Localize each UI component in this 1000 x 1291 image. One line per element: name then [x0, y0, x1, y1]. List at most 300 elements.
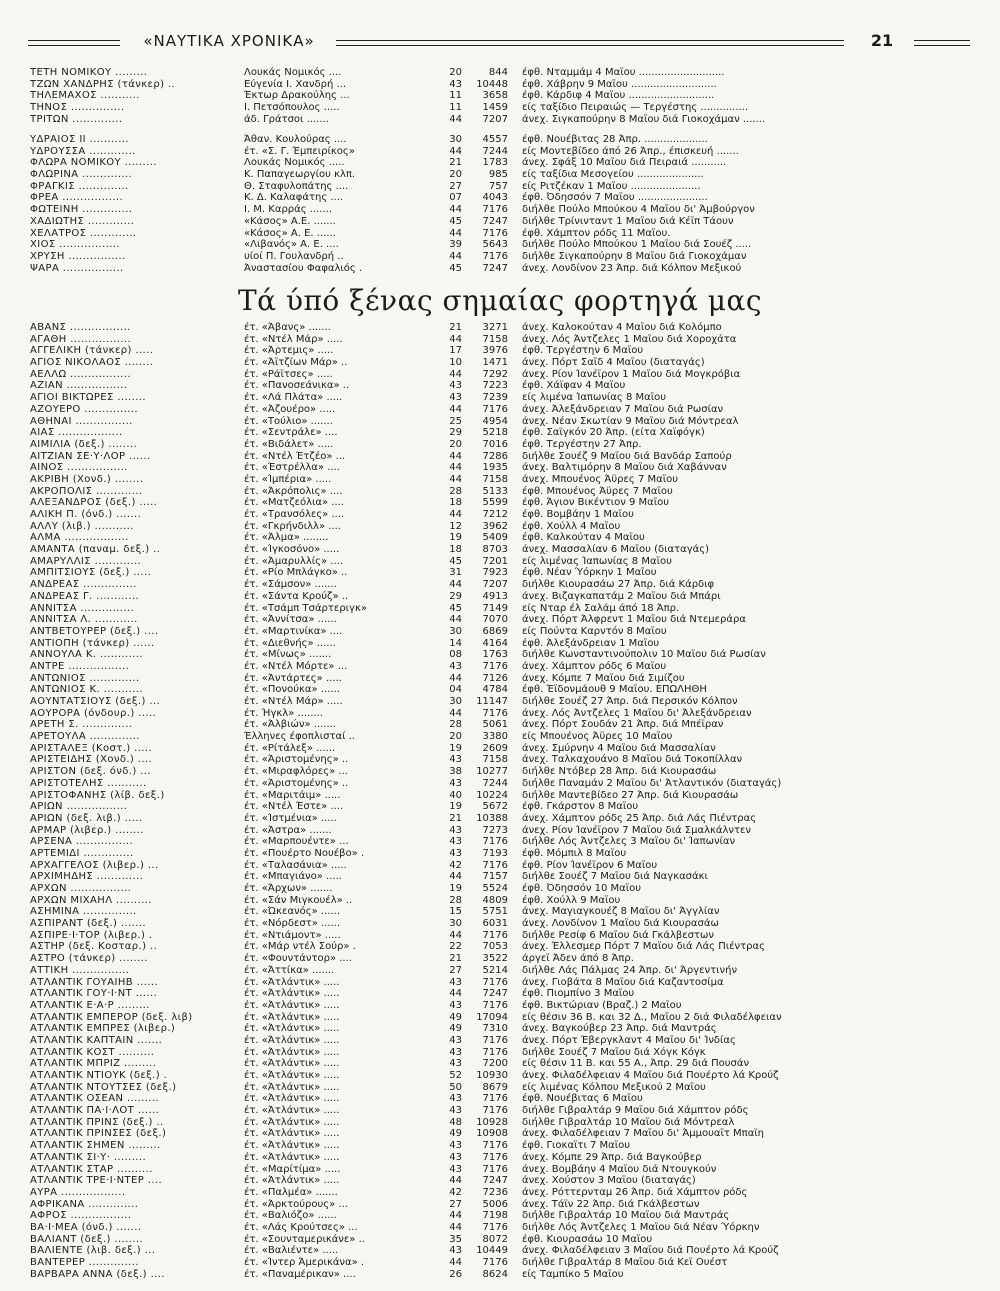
ship-owner: έτ. «Άριστομένης» .. [244, 777, 349, 789]
ship-row [30, 1140, 940, 1152]
ship-name: ΧΕΛΑΤΡΟΣ ............. [30, 227, 137, 239]
ship-name: ΑΝΤΩΝΙΟΣ Κ. ........... [30, 684, 143, 696]
ship-tonnage: 7923 [482, 567, 508, 579]
ship-tonnage: 8703 [482, 544, 508, 556]
ship-tonnage: 10908 [476, 1128, 508, 1140]
ship-position: έφθ. Κιουρασάω 10 Μαΐου [522, 1233, 653, 1245]
ship-name: ΒΑΛΙΑΝΤ (δεξ.) ........ [30, 1233, 143, 1245]
ship-position: διήλθε Κωνσταντινούπολιν 10 Μαΐου διά Ρωσίαν [522, 649, 766, 661]
ship-class: 44 [449, 250, 462, 262]
ship-owner: έτ. «Βιδάλετ» ..... [244, 438, 334, 450]
ship-tonnage: 7176 [482, 227, 508, 239]
ship-class: 43 [449, 1093, 462, 1105]
ship-position: άργεΐ Άδεν άπό 8 Άπρ. [522, 953, 634, 965]
ship-owner: έτ. «Άρκτούρους» ... [244, 1198, 348, 1210]
ship-owner: Άθαν. Κουλούρας .... [244, 134, 347, 145]
ship-position: έφθ. Σαϊγκόν 20 Άπρ. (είτα Χαϊφόγκ) [522, 427, 705, 439]
ship-tonnage: 3658 [482, 90, 508, 102]
ship-tonnage: 7310 [482, 1023, 508, 1035]
ship-tonnage: 3271 [482, 322, 508, 333]
ship-tonnage: 4557 [482, 134, 508, 145]
ship-row [30, 1257, 940, 1269]
ship-row [30, 673, 940, 685]
ship-row [30, 1164, 940, 1176]
ship-tonnage: 3380 [482, 731, 508, 743]
ship-class: 43 [449, 660, 462, 672]
ship-name: ΑΡΜΑΡ (λιβερ.) ........ [30, 824, 144, 836]
ship-class: 43 [449, 999, 462, 1011]
ship-row [30, 988, 940, 1000]
ship-class: 12 [449, 520, 462, 532]
ship-class: 43 [449, 847, 462, 859]
ship-tonnage: 7176 [482, 836, 508, 848]
ship-owner: «Κάσος» Α.Ε. ....... [244, 215, 336, 227]
ship-position: άνεχ. Άλεξάνδρειαν 7 Μαΐου διά Ρωσίαν [522, 403, 724, 415]
ship-class: 45 [449, 555, 462, 567]
ship-owner: έτ. «Άτλάντικ» ..... [244, 1011, 340, 1023]
ship-tonnage: 10928 [476, 1116, 508, 1128]
ship-row [30, 1128, 940, 1140]
ship-owner: έτ. «Άτλάντικ» ..... [244, 988, 340, 1000]
ship-position: έφθ. Κάρδιφ 4 Μαΐου ........................... [522, 90, 715, 102]
ship-owner: έτ. «Άτλάντικ» ..... [244, 1151, 340, 1163]
ship-class: 44 [449, 672, 462, 684]
ship-class: 21 [449, 157, 462, 169]
ship-row [30, 544, 940, 556]
ship-name: ΑΚΡΟΠΟΛΙΣ ............. [30, 485, 143, 497]
ship-row [30, 169, 940, 181]
ship-position: άνεχ. Λονδίνον 23 Άπρ. διά Κόλπον Μεξικού [522, 262, 742, 274]
ship-row [30, 941, 940, 953]
bleed-through-edge [952, 66, 992, 1236]
ship-owner: έτ. «Μιραφλόρες» ... [244, 766, 348, 778]
ship-tonnage: 7176 [482, 1105, 508, 1117]
ship-position: έφθ. Άγιον Βικέντιον 9 Μαΐου [522, 497, 670, 509]
ship-position: διήλθε Σιγκαπούρην 8 Μαΐου διά Γιοκοχάμαν [522, 250, 747, 262]
ship-class: 26 [449, 1268, 462, 1280]
ship-row [30, 1070, 940, 1082]
ship-name: ΑΣΠΙΡΕ·Ι·ΤΟΡ (λιβερ.) . [30, 929, 153, 941]
ship-owner: έτ. «Άτλάντικ» ..... [244, 976, 340, 988]
ship-name: ΑΦΡΙΚΑΝΑ .............. [30, 1198, 139, 1210]
ship-owner: έτ. «Άτλάντικ» ..... [244, 1081, 340, 1093]
ship-tonnage: 7201 [482, 555, 508, 567]
ship-row [30, 977, 940, 989]
ship-class: 30 [449, 696, 462, 707]
ship-class: 40 [449, 789, 462, 801]
ship-tonnage: 5599 [482, 497, 508, 509]
ship-position: άνεχ. Κόμπε 7 Μαΐου διά Σιμίζου [522, 672, 685, 684]
ship-class: 45 [449, 602, 462, 614]
ship-name: ΧΡΥΣΗ ................ [30, 250, 126, 262]
ship-owner: έτ. «Ρίο Μπλάγκο» .. [244, 567, 348, 579]
ship-tonnage: 7176 [482, 929, 508, 941]
ship-class: 43 [449, 824, 462, 836]
ship-name: ΦΡΕΑ ................. [30, 192, 124, 204]
ship-row [30, 614, 940, 626]
ship-name: ΑΝΤΡΕ ................. [30, 660, 130, 672]
ship-class: 44 [449, 145, 462, 157]
ship-owner: έτ. «Άριστομένης» .. [244, 754, 349, 766]
ship-position: άνεχ. Χούστον 3 Μαΐου (διαταγάς) [522, 1175, 696, 1187]
ship-tonnage: 5061 [482, 719, 508, 731]
ship-owner: έτ. «Άστρα» ....... [244, 824, 332, 836]
ship-name: ΑΤΛΑΝΤΙΚ ΠΑ·Ι·ΛΟΤ ...... [30, 1105, 160, 1117]
ship-owner: έτ. «Ντέλ Μόρτε» ... [244, 660, 348, 672]
ship-row [30, 67, 940, 79]
ship-row [30, 427, 940, 439]
ship-class: 44 [449, 871, 462, 883]
ship-tonnage: 5751 [482, 906, 508, 918]
ship-row [30, 1035, 940, 1047]
ship-owner: έτ. «Ντέλ Μάρ» ..... [244, 333, 343, 345]
ship-tonnage: 7198 [482, 1210, 508, 1222]
ship-owner: έτ. «Ράϊτσες» ..... [244, 368, 333, 380]
ship-class: 30 [449, 625, 462, 637]
ship-name: ΤΗΝΟΣ ............... [30, 102, 125, 114]
ship-class: 44 [449, 929, 462, 941]
ship-tonnage: 5524 [482, 883, 508, 894]
ship-tonnage: 7157 [482, 871, 508, 883]
ship-position: άνεχ. Μπουένος Άϋρες 7 Μαΐου [522, 473, 678, 485]
ship-position: έφθ. Νταμμάμ 4 Μαΐου ........................... [522, 67, 725, 78]
ship-name: ΑΤΛΑΝΤΙΚ Ε·Α·Ρ ......... [30, 999, 150, 1011]
ship-row [30, 404, 940, 416]
ship-class: 19 [449, 532, 462, 544]
ship-class: 42 [449, 859, 462, 871]
ship-position: άνεχ. Έλλεσμερ Πόρτ 7 Μαΐου διά Λάς Πιέντρας [522, 941, 765, 953]
ship-class: 17 [449, 345, 462, 357]
ship-tonnage: 4913 [482, 590, 508, 602]
ship-name: ΑΓΑΘΗ ................. [30, 333, 132, 345]
ship-class: 42 [449, 1186, 462, 1198]
ship-row [30, 114, 940, 126]
ship-row [30, 1222, 940, 1234]
ship-row [30, 146, 940, 158]
ship-position: διήλθε Παναμάν 2 Μαΐου δι' Άτλαντικόν (διαταγάς) [522, 777, 782, 789]
ship-class: 43 [449, 1245, 462, 1257]
ship-owner: έτ. «Σεντράλε» .... [244, 427, 338, 439]
ship-position: άνεχ. Πόρτ Σαΐδ 4 Μαΐου (διαταγάς) [522, 357, 705, 369]
ship-row [30, 965, 940, 977]
ship-tonnage: 4164 [482, 637, 508, 649]
ship-class: 43 [449, 1058, 462, 1070]
ship-owner: υίοί Π. Γουλανδρή .. [244, 250, 344, 262]
ship-position: έφθ. Πιομπίνο 3 Μαΐου [522, 988, 635, 1000]
ship-class: 10 [449, 357, 462, 369]
ship-tonnage: 4043 [482, 192, 508, 204]
ship-class: 44 [449, 1257, 462, 1268]
ship-name: ΤΗΛΕΜΑΧΟΣ ........... [30, 90, 140, 102]
ship-position: άνεχ. Σφάξ 10 Μαΐου διά Πειραιά ........... [522, 157, 727, 169]
ship-tonnage: 7176 [482, 859, 508, 871]
ship-name: ΒΑ·Ι·ΜΕΑ (όνδ.) ....... [30, 1221, 142, 1233]
ship-class: 18 [449, 544, 462, 556]
ship-name: ΑΤΛΑΝΤΙΚ ΕΜΠΡΕΣ (λιβερ.) [30, 1023, 176, 1035]
ship-owner: Έκτωρ Δρακούλης ... [244, 90, 350, 102]
ship-owner: έτ. «Τρανσόλες» .... [244, 509, 345, 520]
ship-owner: έτ. «Πονούκα» ...... [244, 684, 340, 696]
ship-row [30, 1105, 940, 1117]
ship-row [30, 871, 940, 883]
ship-position: είς λιμένα Ίαπωνίας 8 Μαΐου [522, 392, 666, 404]
ship-position: είς Μοντεβίδεο άπό 26 Άπρ., έπισκευή ....... [522, 145, 739, 157]
ship-class: 43 [449, 78, 462, 90]
ship-tonnage: 5006 [482, 1198, 508, 1210]
ship-position: άνεχ. Σιγκαπούρην 8 Μαΐου διά Γιοκοχάμαν ....... [522, 113, 766, 125]
ship-class: 28 [449, 719, 462, 731]
ship-tonnage: 10224 [476, 789, 508, 801]
ship-name: ΑΡΧΩΝ ΜΙΧΑΗΛ .......... [30, 894, 152, 906]
domestic-ships-list [30, 67, 940, 125]
ship-owner: έτ. «Σάντα Κρούζ» .. [244, 590, 349, 602]
ship-row [30, 334, 940, 346]
ship-tonnage: 7239 [482, 392, 508, 404]
ship-tonnage: 985 [488, 169, 508, 181]
ship-position: έφθ. Χάϊφαν 4 Μαΐου [522, 380, 626, 392]
ship-class: 45 [449, 215, 462, 227]
ship-row [30, 1012, 940, 1024]
ship-owner: έτ. «Διεθνής» ...... [244, 637, 336, 649]
ship-tonnage: 7176 [482, 1257, 508, 1268]
ship-position: έφθ. Χούλλ 9 Μαΐου [522, 894, 621, 906]
ship-name: ΑΡΕΤΟΥΛΑ .............. [30, 731, 140, 743]
ship-position: έφθ. Γκάρστον 8 Μαΐου [522, 801, 639, 813]
ship-tonnage: 7207 [482, 113, 508, 125]
ship-owner: έτ. «Άρχων» ....... [244, 883, 333, 894]
ship-name: ΑΛΙΚΗ Π. (όνδ.) ....... [30, 509, 142, 520]
ship-tonnage: 7176 [482, 250, 508, 262]
ship-name: ΑΤΛΑΝΤΙΚ ΟΣΕΑΝ ......... [30, 1093, 160, 1105]
ship-class: 20 [449, 67, 462, 78]
ship-name: ΑΣΤΗΡ (δεξ. Κοσταρ.) .. [30, 941, 158, 953]
ship-owner: έτ. «Άτλάντικ» ..... [244, 999, 340, 1011]
ship-owner: Έλληνες έφοπλισταί .. [244, 731, 355, 743]
ship-position: διήλθε Γιβραλτάρ 9 Μαΐου διά Χάμπτον ρόδς [522, 1105, 749, 1117]
ship-position: άνεχ. Βαλτιμόρην 8 Μαΐου διά Χαβάνναν [522, 462, 727, 474]
ship-class: 20 [449, 731, 462, 743]
ship-name: ΑΤΛΑΝΤΙΚ ΕΜΠΕΡΟΡ (δεξ. λιβ) [30, 1011, 193, 1023]
ship-owner: έτ. «Μαρπουέντε» ... [244, 836, 349, 848]
ship-tonnage: 10388 [476, 812, 508, 824]
ship-tonnage: 3962 [482, 520, 508, 532]
ship-name: ΑΤΛΑΝΤΙΚ ΝΤΙΟΥΚ (δεξ.) . [30, 1070, 168, 1081]
ship-class: 22 [449, 941, 462, 953]
ship-name: ΑΝΝΙΤΣΑ ............... [30, 602, 135, 614]
ship-owner: άδ. Γράτσοι ....... [244, 113, 329, 125]
ship-row [30, 860, 940, 872]
ship-owner: έτ. «Μίνως» ....... [244, 649, 332, 661]
ship-position: άνεχ. Λονδίνον 1 Μαΐου διά Κιουρασάω [522, 918, 719, 930]
ship-name: ΑΜΠΙΤΣΙΟΥΣ (δεξ.) ..... [30, 567, 152, 579]
ship-row [30, 638, 940, 650]
ship-owner: έτ. «Άβανς» ....... [244, 322, 331, 333]
ship-owner: έτ. «Ντιάμοντ» ..... [244, 929, 341, 941]
ship-row [30, 895, 940, 907]
ship-tonnage: 5672 [482, 801, 508, 813]
ship-row [30, 497, 940, 509]
ship-name: ΧΑΔΙΩΤΗΣ ............. [30, 215, 135, 227]
ship-position: διήλθε Σουέζ 7 Μαΐου διά Ναγκασάκι [522, 871, 708, 883]
ship-row [30, 790, 940, 802]
ship-owner: έτ. «Άκρόπολις» .... [244, 485, 343, 497]
ship-position: έφθ. Βικτώριαν (Βραζ.) 2 Μαΐου [522, 999, 682, 1011]
ship-class: 43 [449, 777, 462, 789]
ship-tonnage: 7176 [482, 660, 508, 672]
ship-tonnage: 7070 [482, 614, 508, 626]
ship-position: έφθ. Τεργέστην 27 Άπρ. [522, 438, 642, 450]
ship-tonnage: 7292 [482, 368, 508, 380]
ship-row [30, 603, 940, 615]
header-rule-far [914, 40, 970, 46]
ship-tonnage: 5133 [482, 485, 508, 497]
ship-name: ΑΚΡΙΒΗ (Χονδ.) ........ [30, 473, 144, 485]
ship-owner: «Κάσος» Α. Ε. ...... [244, 227, 336, 239]
ship-owner: έτ. «Ντέλ Έστε» .... [244, 801, 344, 813]
ship-row [30, 322, 940, 334]
ship-row [30, 239, 940, 251]
ship-owner: έτ. «Ίγκοσόνο» ..... [244, 544, 340, 556]
ship-row [30, 532, 940, 544]
ship-class: 44 [449, 204, 462, 216]
ship-class: 43 [449, 1105, 462, 1117]
ship-class: 29 [449, 427, 462, 439]
ship-position: άνεχ. Γιοβάτα 8 Μαΐου διά Καζαντοσίμα [522, 976, 724, 988]
ship-tonnage: 8624 [482, 1268, 508, 1280]
ship-tonnage: 7286 [482, 450, 508, 462]
ship-row [30, 626, 940, 638]
ship-tonnage: 7247 [482, 262, 508, 274]
ship-class: 30 [449, 918, 462, 930]
ship-class: 43 [449, 754, 462, 766]
ship-tonnage: 7176 [482, 1140, 508, 1152]
ship-name: ΑΝΤΙΟΠΗ (τάνκερ) ...... [30, 637, 155, 649]
ship-row [30, 801, 940, 813]
ship-name: ΑΝΝΟΥΛΑ Κ. ............ [30, 649, 143, 661]
ship-tonnage: 7200 [482, 1058, 508, 1070]
ship-row [30, 1269, 940, 1281]
ship-class: 20 [449, 438, 462, 450]
ship-position: διήλθε Γιβραλτάρ 10 Μαΐου διά Μόντρεαλ [522, 1116, 735, 1128]
ship-row [30, 696, 940, 708]
ship-tonnage: 3976 [482, 345, 508, 357]
ship-tonnage: 17094 [476, 1011, 508, 1023]
ship-row [30, 754, 940, 766]
ship-tonnage: 7176 [482, 976, 508, 988]
ship-row [30, 416, 940, 428]
ship-row [30, 369, 940, 381]
ship-tonnage: 7247 [482, 1175, 508, 1187]
ship-tonnage: 4809 [482, 894, 508, 906]
ship-class: 44 [449, 1221, 462, 1233]
ship-position: άνεχ. Λός Άντζελες 1 Μαΐου δι' Άλεξάνδρειαν [522, 707, 752, 719]
ship-tonnage: 10449 [476, 1245, 508, 1257]
ship-tonnage: 1763 [482, 649, 508, 661]
ship-name: ΑΛΜΑ .................. [30, 532, 129, 544]
ship-name: ΑΕΛΛΩ ................. [30, 368, 131, 380]
ship-position: διήλθε Σουέζ 7 Μαΐου διά Χόγκ Κόγκ [522, 1046, 706, 1058]
ship-owner: έτ. «Σ. Γ. Έμπειρίκος» [244, 145, 355, 157]
ship-position: έφθ. Τεργέστην 6 Μαΐου [522, 345, 644, 357]
ship-row [30, 90, 940, 102]
ship-class: 04 [449, 684, 462, 696]
ship-name: ΤΡΙΤΩΝ .............. [30, 113, 123, 125]
ship-row [30, 836, 940, 848]
ship-position: διήλθε Πούλο Μπούκου 4 Μαΐου δι' Άμβούργον [522, 204, 755, 216]
ship-owner: έτ. «Πανοσεάνικα» .. [244, 380, 350, 392]
ship-name: ΑΤΛΑΝΤΙΚ ΣΙ·Υ· ......... [30, 1151, 147, 1163]
magazine-title: «ΝΑΥΤΙΚΑ ΧΡΟΝΙΚΑ» [143, 32, 315, 50]
ship-position: άνεχ. Φιλαδέλφειαν 3 Μαΐου διά Πουέρτο λά Κρούζ [522, 1245, 779, 1257]
ship-position: διήλθε Λός Άντζελες 3 Μαΐου δι' Ίαπωνίαν [522, 836, 736, 848]
ship-position: άνεχ. Ρόττερνταμ 26 Άπρ. διά Χάμπτον ρόδς [522, 1186, 748, 1198]
ship-tonnage: 7176 [482, 1034, 508, 1046]
ship-position: άνεχ. Βομβάην 4 Μαΐου διά Ντουγκούν [522, 1163, 717, 1175]
ship-class: 27 [449, 1198, 462, 1210]
ship-row [30, 521, 940, 533]
ship-position: άνεχ. Πόρτ Άλφρεντ 1 Μαΐου διά Ντεμεράρα [522, 614, 746, 626]
ship-owner: έτ. «Μάρ ντέλ Σούρ» . [244, 941, 356, 953]
ship-name: ΑΤΛΑΝΤΙΚ ΚΑΠΤΑΙΝ ....... [30, 1034, 163, 1046]
ship-tonnage: 1783 [482, 157, 508, 169]
ship-tonnage: 7176 [482, 999, 508, 1011]
ship-position: άνεχ. Τάϊν 22 Άπρ. διά Γκάλβεστων [522, 1198, 700, 1210]
ship-name: ΑΝΤΩΝΙΟΣ .............. [30, 672, 140, 684]
ship-name: ΑΤΛΑΝΤΙΚ ΣΗΜΕΝ ......... [30, 1140, 161, 1152]
ship-position: έφθ. Όδησσόν 10 Μαΐου [522, 883, 642, 894]
ship-owner: έτ. «Ώκεανός» ...... [244, 906, 340, 918]
ship-position: άνεχ. Χάμπτον ρόδς 6 Μαΐου [522, 660, 667, 672]
ship-row [30, 204, 940, 216]
ship-owner: έτ. «Άζουέρο» ..... [244, 403, 336, 415]
ship-row [30, 556, 940, 568]
ship-owner: έτ. «Άτλάντικ» ..... [244, 1034, 340, 1046]
ship-tonnage: 1459 [482, 102, 508, 114]
ship-name: ΑΟΥΡΟΡΑ (όνδουρ.) ..... [30, 707, 157, 719]
ship-tonnage: 7176 [482, 1163, 508, 1175]
ship-name: ΥΔΡΑΙΟΣ ΙΙ ........... [30, 134, 129, 145]
ship-tonnage: 10448 [476, 78, 508, 90]
ship-owner: έτ. «Λά Πλάτα» ..... [244, 392, 343, 404]
ship-name: ΑΤΛΑΝΤΙΚ ΠΡΙΝΣΕΣ (δεξ.) [30, 1128, 167, 1140]
ship-name: ΑΛΛΥ (λιβ.) ........... [30, 520, 134, 532]
ship-owner: έτ. «Έστρέλλα» .... [244, 462, 340, 474]
ship-name: ΦΛΩΡΑ ΝΟΜΙΚΟΥ ......... [30, 157, 157, 169]
ship-name: ΑΤΛΑΝΤΙΚ ΓΟΥΑΪΗΒ ...... [30, 976, 159, 988]
ship-class: 31 [449, 567, 462, 579]
ship-class: 43 [449, 1046, 462, 1058]
ship-tonnage: 6869 [482, 625, 508, 637]
ship-name: ΑΤΤΙΚΗ ................ [30, 964, 130, 976]
ship-row [30, 1152, 940, 1164]
ship-name: ΦΡΑΓΚΙΣ .............. [30, 180, 129, 192]
ship-tonnage: 5643 [482, 239, 508, 251]
ship-name: ΑΒΑΝΣ ................. [30, 322, 131, 333]
ship-class: 07 [449, 192, 462, 204]
ship-class: 18 [449, 497, 462, 509]
ship-name: ΑΡΧΑΓΓΕΛΟΣ (λιβερ.) ... [30, 859, 159, 871]
ship-name: ΑΤΛΑΝΤΙΚ ΓΟΥ·Ι·ΝΤ ...... [30, 988, 158, 1000]
ship-tonnage: 7053 [482, 941, 508, 953]
ship-name: ΑΤΛΑΝΤΙΚ ΣΤΑΡ .......... [30, 1163, 153, 1175]
ship-class: 27 [449, 180, 462, 192]
ship-name: ΤΖΩΝ ΧΑΝΔΡΗΣ (τάνκερ) .. [30, 78, 176, 90]
ship-row [30, 825, 940, 837]
ship-row [30, 486, 940, 498]
ship-class: 44 [449, 579, 462, 591]
ship-owner: έτ. «Άρτεμις» ..... [244, 345, 334, 357]
ship-class: 08 [449, 649, 462, 661]
